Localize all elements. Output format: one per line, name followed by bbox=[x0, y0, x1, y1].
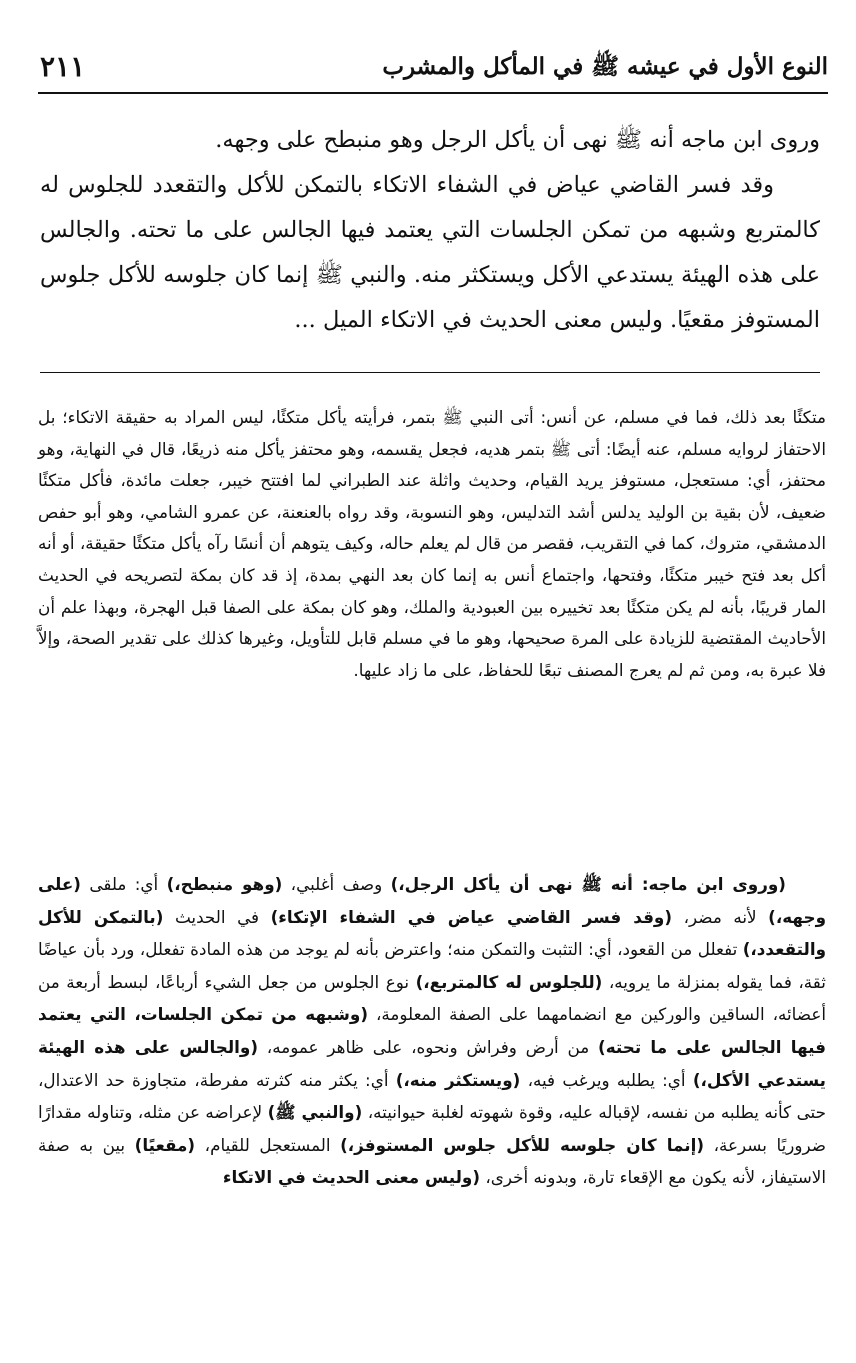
running-header bbox=[38, 50, 828, 90]
header-rule bbox=[38, 92, 828, 94]
commentary-segment: من أرض وفراش ونحوه، على ظاهر عمومه، bbox=[258, 1036, 599, 1057]
quoted-text-segment: (وهو منبطح،) bbox=[166, 874, 283, 894]
commentary-segment: نوع الجلوس من جعل الشيء أرباعًا، لبسط أربعة من أعضائه، الساقين والوركين مع انضمامهما على الصفة المعلومة، bbox=[38, 971, 826, 1025]
quoted-text-segment: (والنبي ﷺ) bbox=[267, 1102, 363, 1123]
chapter-title: النوع الأول في عيشه ﷺ في المأكل والمشرب bbox=[382, 53, 828, 80]
commentary-segment: تفعلل من القعود، أي: التثبت والتمكن منه؛ واعترض بأنه لم يوجد من هذه المادة تفعلل، ورد بأن عياضًا ثقة، فما يقوله بمنزلة ما يرويه، bbox=[38, 939, 826, 992]
commentary-segment: المستعجل للقيام، bbox=[195, 1134, 341, 1155]
commentary-separator bbox=[40, 372, 820, 373]
quoted-text-segment: (وشبهه من تمكن الجلسات، التي يعتمد فيها الجالس على ما تحته) bbox=[38, 1004, 826, 1057]
commentary-segment: في الحديث bbox=[163, 906, 271, 927]
quoted-text-segment: (والجالس على هذه الهيئة يستدعي الأكل،) bbox=[38, 1036, 826, 1090]
quoted-text-segment: (على وجهه،) bbox=[38, 874, 826, 927]
quoted-text-segment: (وليس معنى الحديث في الاتكاء bbox=[222, 1167, 481, 1188]
footnote-paragraph: متكئًا بعد ذلك، فما في مسلم، عن أنس: أتى النبي ﷺ بتمر، فرأيته يأكل متكئًا، ليس المراد به حقيقة الاتكاء؛ بل الاحتفاز لروايه مسلم، عنه أيضًا: أتى ﷺ بتمر هديه، فجعل يقسمه، وهو محتفز يأكل منه ذريعًا، قال في النهاية، وهو محتفز، أي: مستعجل، مستوفز يريد القيام، وحديث واثلة عند الطبراني لما افتتح خيبر، جعلت مائدة، فأكل متكئًا ضعيف، لأن بقية بن الوليد يدلس أشد التدليس، وهو النسوبة، وقد رواه بالعنعنة، عن عمرو الشامي، وهو أبو حفص الدمشقي، متروك، كما في التقريب، فقصر من قال لم يعلم حاله، وكيف يتوهم أن أنسًا رآه يأكل متكئًا حقيقة، أو أنه أكل بعد فتح خيبر متكئًا، وفتحها، واجتماع أنس به إنما كان بعد النهي بمدة، إذ قد كان بمكة لتصريحه في الحديث المار قريبًا، بأنه لم يكن متكئًا بعد تخييره بين العبودية والملك، وهو كان بمكة على الصفا قبل الهجرة، وبهذا علم أن الأحاديث المقتضية للزيادة على المرة صحيحها، وهو ما في مسلم قابل للتأويل، وغيرها كذلك على تقدير الصحة، وإلاَّ فلا عبرة به، ومن ثم لم يعرج المصنف تبعًا للحفاظ، على ما زاد عليها. bbox=[38, 407, 826, 680]
quoted-text-segment: (للجلوس له كالمتربع،) bbox=[415, 971, 603, 992]
quoted-text-segment: (بالتمكن للأكل والتقعدد،) bbox=[38, 906, 826, 960]
commentary-segment: لإعراضه عن مثله، وتناوله مقدارًا ضروريًا بسرعة، bbox=[38, 1102, 826, 1155]
commentary-segment: بين به صفة الاستيفاز، لأنه يكون مع الإقعاء تارة، وبدونه أخرى، bbox=[38, 1134, 826, 1188]
page-number: ٢١١ bbox=[40, 50, 86, 83]
commentary-segment: لأنه مضر، bbox=[672, 906, 769, 927]
quoted-text-segment: (وروى ابن ماجه: أنه ﷺ نهى أن يأكل الرجل،) bbox=[390, 874, 786, 894]
commentary-segment: أي: يطلبه ويرغب فيه، bbox=[520, 1069, 693, 1090]
commentary-segment: وصف أغلبي، bbox=[282, 874, 391, 894]
main-text-paragraph: وروى ابن ماجه أنه ﷺ نهى أن يأكل الرجل وهو منبطح على وجهه. bbox=[215, 127, 820, 153]
main-text bbox=[40, 118, 820, 343]
quoted-text-segment: (ويستكثر منه،) bbox=[395, 1069, 521, 1090]
commentary-paragraph bbox=[38, 868, 826, 1194]
quoted-text-segment: (وقد فسر القاضي عياض في الشفاء الإتكاء) bbox=[270, 906, 673, 927]
commentary bbox=[38, 868, 826, 1194]
main-text-paragraph: وقد فسر القاضي عياض في الشفاء الاتكاء بالتمكن للأكل والتقعدد للجلوس له كالمتربع وشبهه من تمكن الجلسات التي يعتمد فيها الجالس على ما تحته. والجالس على هذه الهيئة يستدعي الأكل ويستكثر منه. والنبي ﷺ إنما كان جلوسه للأكل جلوس المستوفز مقعيًا. وليس معنى الحديث في الاتكاء الميل ... bbox=[40, 172, 820, 333]
quoted-text-segment: (إنما كان جلوسه للأكل جلوس المستوفز،) bbox=[340, 1134, 704, 1155]
quoted-text-segment: (مقعيًا) bbox=[134, 1134, 196, 1155]
commentary-segment: أي: يكثر منه كثرته مفرطة، متجاوزة حد الاعتدال، حتى كأنه يطلبه من نفسه، لإقباله عليه، وقوة شهوته لغلبة حيوانيته، bbox=[38, 1069, 826, 1123]
commentary-segment: أي: ملقى bbox=[80, 874, 167, 894]
footnote-continuation bbox=[38, 402, 826, 686]
